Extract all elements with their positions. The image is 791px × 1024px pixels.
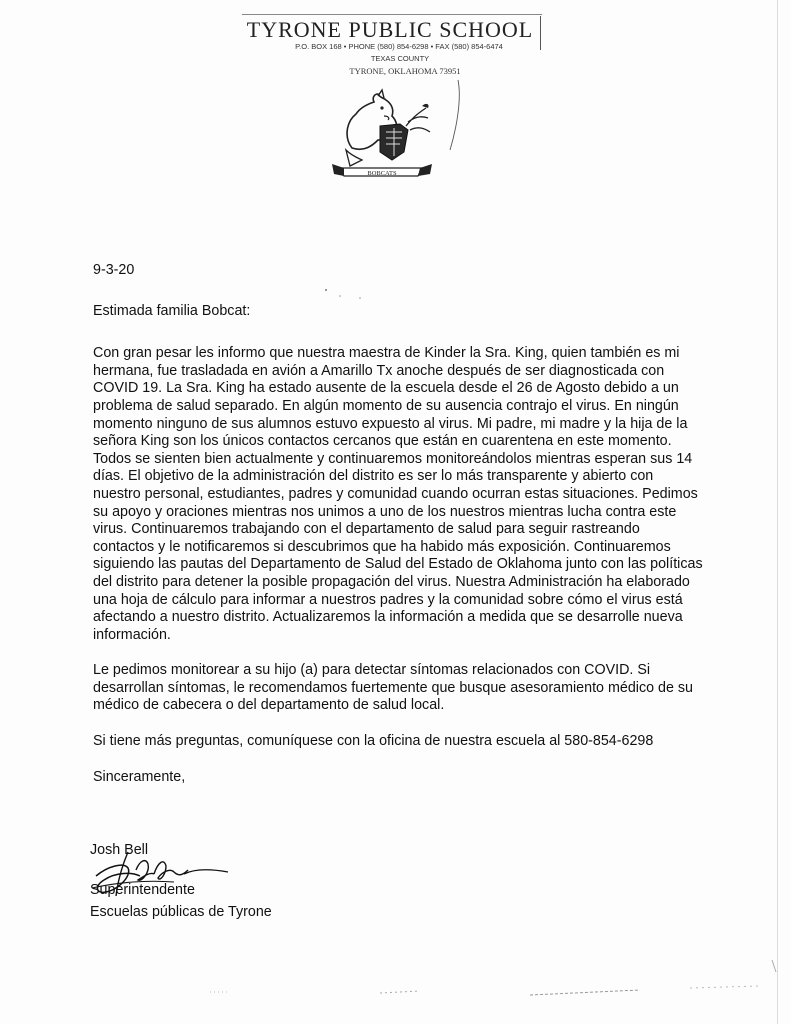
letter-closing: Sinceramente, <box>93 768 186 785</box>
letter-salutation: Estimada familia Bobcat: <box>93 302 251 319</box>
signer-organization: Escuelas públicas de Tyrone <box>90 904 272 920</box>
school-city: TYRONE, OKLAHOMA 73951 <box>349 66 461 76</box>
school-name: TYRONE PUBLIC SCHOOL <box>246 17 534 42</box>
seal-banner-text: BOBCATS <box>367 170 397 177</box>
signer-name: Josh Bell <box>90 842 149 858</box>
letter-paragraph-3: Si tiene más preguntas, comuníquese con la oficina de nuestra escuela al 580-854-6298 <box>93 733 654 750</box>
school-contact: P.O. BOX 168 • PHONE (580) 854-6298 • FAX (580) 854-6474 <box>295 42 503 51</box>
school-county: TEXAS COUNTY <box>370 54 430 63</box>
letter-paragraph-2: Le pedimos monitorear a su hijo (a) para detectar síntomas relacionados con COVID. Si desarrollan síntomas, le recomendamos fuertemente que busque asesoramiento médico de su médico de cabecera o del departamento de salud local. <box>93 662 694 714</box>
signer-title: Superintendente <box>90 882 195 898</box>
letter-date: 9-3-20 <box>93 262 135 278</box>
letter-paragraph-1: Con gran pesar les informo que nuestra maestra de Kinder la Sra. King, quien también es mi hermana, fue trasladada en avión a Amarillo Tx anoche después de ser diagnosticada con COVID 19. La Sra. King ha estado ausente de la escuela desde el 26 de Agosto debido a un problema de salud separado. En algún momento de su ausencia contrajo el virus. En ningún momento ninguno de sus alumnos estuvo expuesto al virus. Mi padre, mi madre y la hija de la señora King son los únicos contactos cercanos que están en cuarentena en este momento. Todos se sienten bien actualmente y continuaremos monitoreándolos mientras esperan sus 14 días. El objetivo de la administración del distrito es ser lo más transparente y abierto con nuestro personal, estudiantes, padres y comunidad cuando ocurran estas situaciones. Pedimos su apoyo y oraciones mientras nos unimos a uno de los nuestros mientras lucha contra este virus. Continuaremos trabajando con el departamento de salud para seguir rastreando contactos y le notificaremos si descubrimos que ha habido más exposición. Continuaremos siguiendo las pautas del Departamento de Salud del Estado de Oklahoma junto con las políticas del distrito para detener la posible propagación del virus. Nuestra Administración ha elaborado una hoja de cálculo para informar a nuestros padres y la comunidad sobre cómo el virus está afectando a nuestro distrito. Actualizaremos la información a medida que se desarrolle nueva información. <box>93 345 703 643</box>
